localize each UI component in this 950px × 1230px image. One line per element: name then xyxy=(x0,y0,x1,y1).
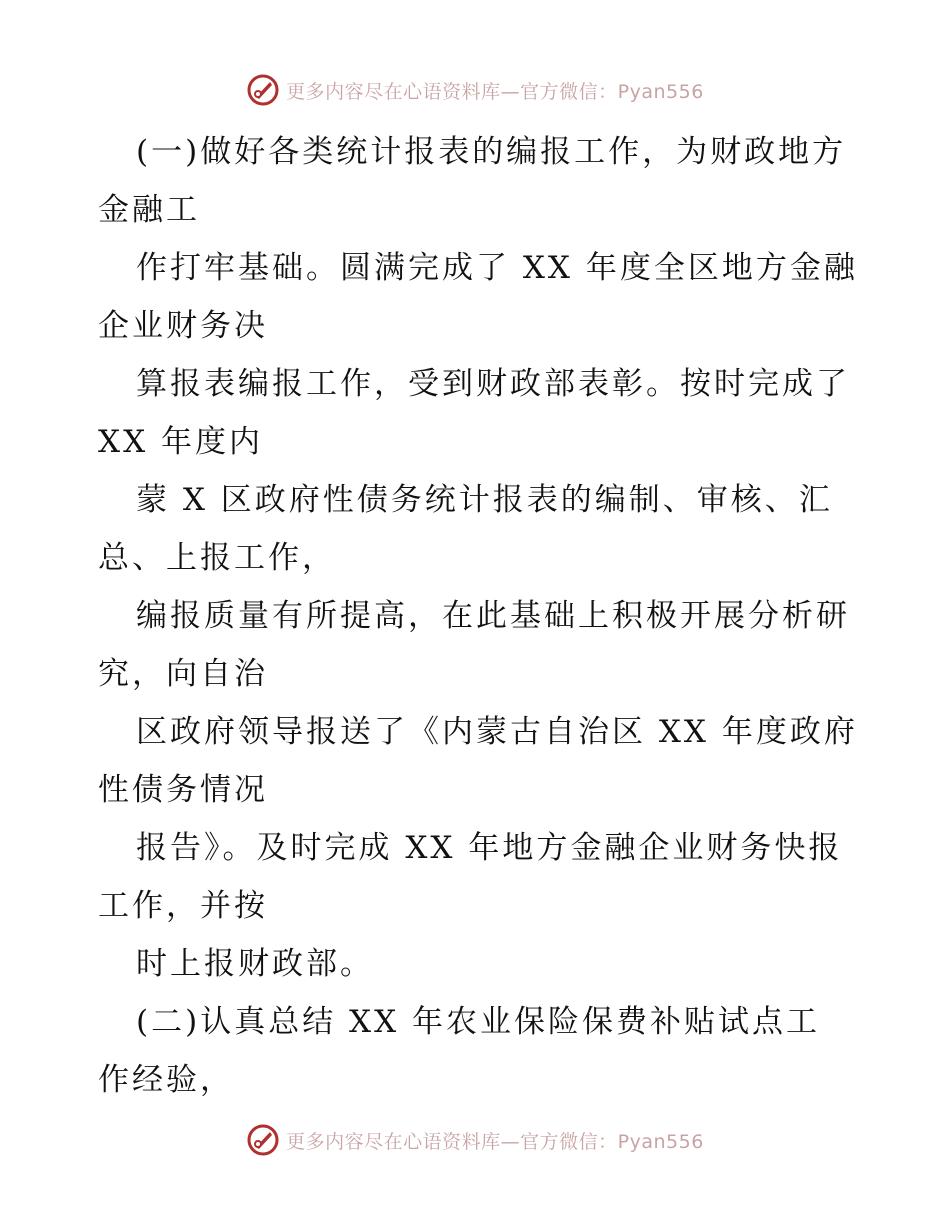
document-body xyxy=(98,123,858,1109)
banner-text xyxy=(286,77,704,104)
header-banner xyxy=(0,70,950,110)
text-line: (一)做好各类统计报表的编报工作，为财政地方 xyxy=(136,134,847,170)
text-line: 总、上报工作， xyxy=(98,540,336,576)
text-line: 编报质量有所提高，在此基础上积极开展分析研 xyxy=(136,598,850,634)
banner-label: 更多内容尽在心语资料库—官方微信： xyxy=(286,80,618,103)
text-line: 报告》。及时完成 XX 年地方金融企业财务快报 xyxy=(136,830,843,866)
quill-circle-icon xyxy=(246,1123,280,1157)
text-line: 金融工 xyxy=(98,192,200,228)
text-line: 作打牢基础。圆满完成了 XX 年度全区地方金融 xyxy=(136,250,858,286)
text-line: XX 年度内 xyxy=(98,424,263,460)
text-line: 企业财务决 xyxy=(98,308,268,344)
banner-handle: Pyan556 xyxy=(617,1130,704,1153)
footer-banner xyxy=(0,1120,950,1160)
text-line: 究，向自治 xyxy=(98,656,268,692)
text-line: 蒙 X 区政府性债务统计报表的编制、审核、汇 xyxy=(136,482,833,518)
banner-label: 更多内容尽在心语资料库—官方微信： xyxy=(286,1130,618,1153)
banner-handle: Pyan556 xyxy=(617,80,704,103)
text-line: 作经验， xyxy=(98,1062,234,1098)
quill-circle-icon xyxy=(246,73,280,107)
text-line: (二)认真总结 XX 年农业保险保费补贴试点工 xyxy=(136,1004,821,1040)
text-line: 区政府领导报送了《内蒙古自治区 XX 年度政府 xyxy=(136,714,858,750)
text-line: 性债务情况 xyxy=(98,772,268,808)
text-line: 工作，并按 xyxy=(98,888,268,924)
banner-text xyxy=(286,1127,704,1154)
text-line: 时上报财政部。 xyxy=(136,946,374,982)
text-line: 算报表编报工作，受到财政部表彰。按时完成了 xyxy=(136,366,850,402)
